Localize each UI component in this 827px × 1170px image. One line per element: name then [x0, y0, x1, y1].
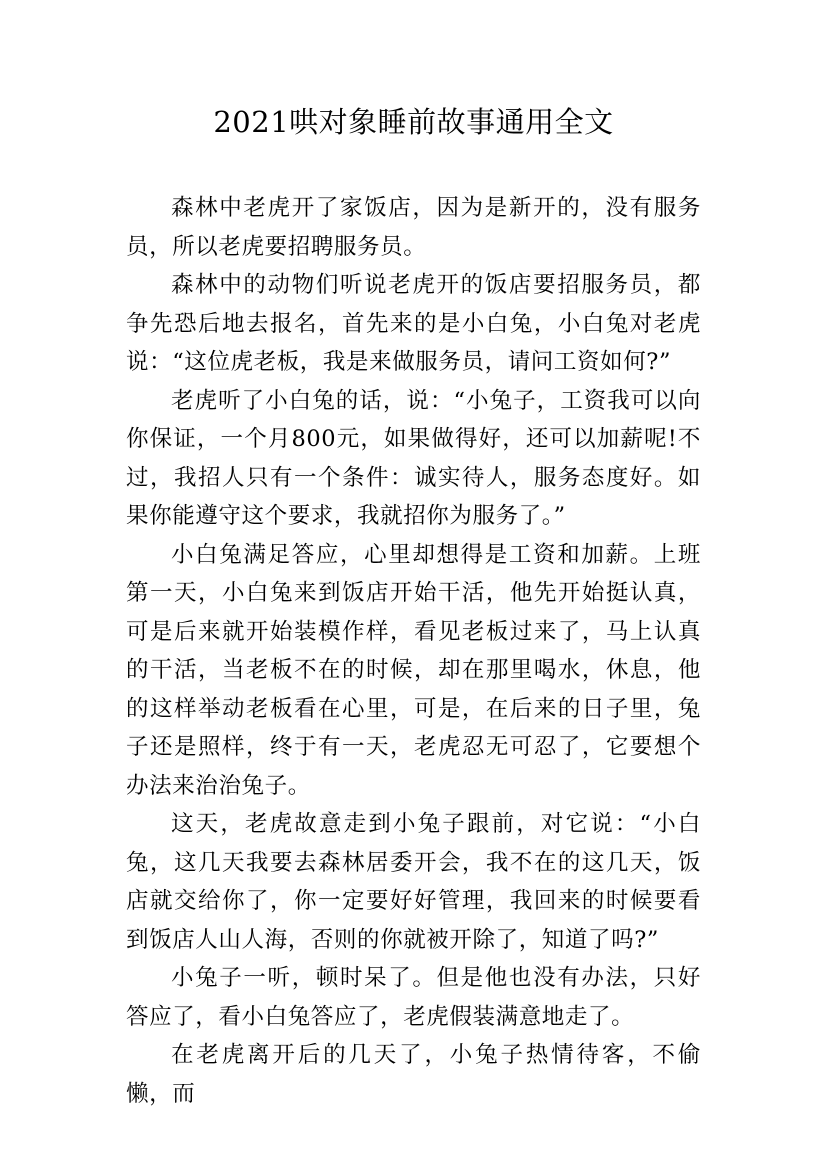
paragraph-2: 森林中的动物们听说老虎开的饭店要招服务员，都争先恐后地去报名，首先来的是小白兔，小白兔对老虎说：“这位虎老板，我是来做服务员，请问工资如何?” — [126, 272, 701, 375]
paragraph-7: 在老虎离开后的几天了，小兔子热情待客，不偷懒，而 — [126, 1042, 701, 1107]
paragraph-6: 小兔子一听，顿时呆了。但是他也没有办法，只好答应了，看小白兔答应了，老虎假装满意地走了。 — [126, 965, 701, 1030]
paragraph-1: 森林中老虎开了家饭店，因为是新开的，没有服务员，所以老虎要招聘服务员。 — [126, 195, 701, 260]
paragraph-5: 这天，老虎故意走到小兔子跟前，对它说：“小白兔，这几天我要去森林居委开会，我不在的这几天，饭店就交给你了，你一定要好好管理，我回来的时候要看到饭店人山人海，否则的你就被开除了，知道了吗?” — [126, 811, 701, 953]
paragraph-3: 老虎听了小白兔的话，说：“小兔子，工资我可以向你保证，一个月800元，如果做得好，还可以加薪呢!不过，我招人只有一个条件：诚实待人，服务态度好。如果你能遵守这个要求，我就招你为服务了。” — [126, 387, 701, 529]
paragraph-4: 小白兔满足答应，心里却想得是工资和加薪。上班第一天，小白兔来到饭店开始干活，他先开始挺认真，可是后来就开始装模作样，看见老板过来了，马上认真的干活，当老板不在的时候，却在那里喝水，休息，他的这样举动老板看在心里，可是，在后来的日子里，兔子还是照样，终于有一天，老虎忍无可忍了，它要想个办法来治治兔子。 — [126, 541, 701, 799]
page-title: 2021哄对象睡前故事通用全文 — [213, 105, 614, 139]
document-body — [126, 189, 701, 1113]
